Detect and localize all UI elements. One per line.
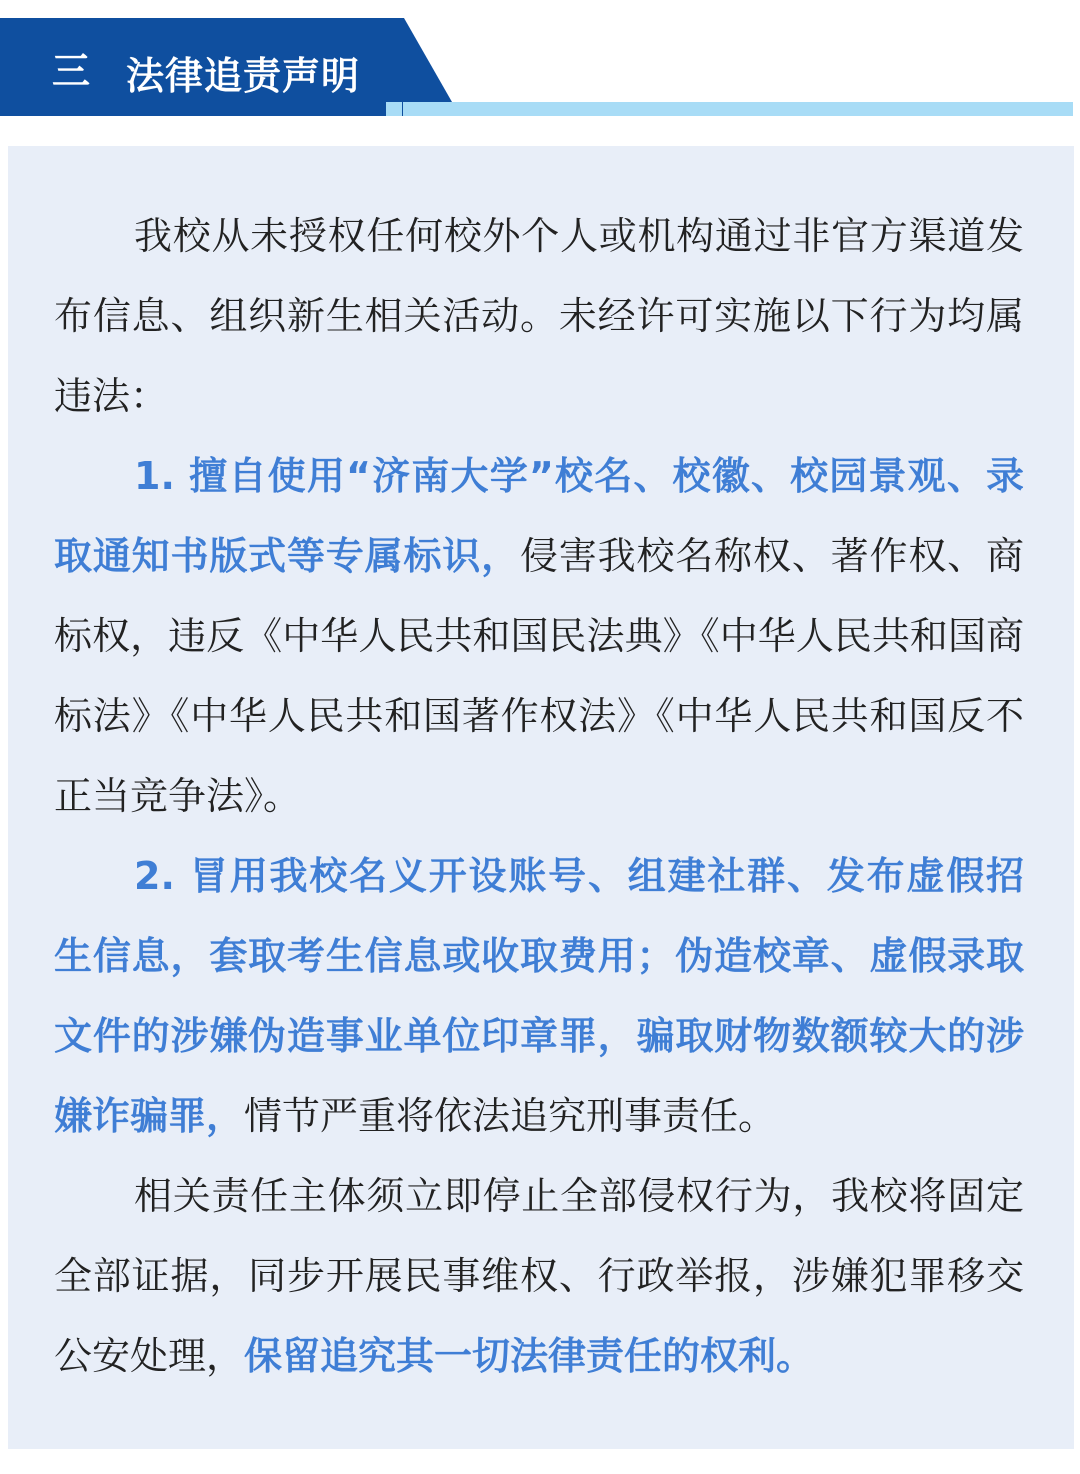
violation-item-1 <box>54 436 1024 836</box>
section-number: 三 <box>52 49 92 93</box>
statement-text <box>54 196 1024 1396</box>
intro-paragraph <box>54 196 1024 436</box>
header-accent-line <box>403 102 1073 116</box>
violation-item-2-text: 情节严重将依法追究刑事责任。 <box>244 1094 777 1138</box>
violation-item-1-highlight: 1. 擅自使用“济南大学”校名、校徽、校园景观、录取通知书版式等专属标识， <box>54 454 1024 578</box>
intro-text: 我校从未授权任何校外个人或机构通过非官方渠道发布信息、组织新生相关活动。未经许可实施以下行为均属违法： <box>54 214 1024 418</box>
closing-highlight: 保留追究其一切法律责任的权利。 <box>244 1334 815 1378</box>
header-accent-square <box>386 102 402 116</box>
violation-item-1-text: 侵害我校名称权、著作权、商标权，违反《中华人民共和国民法典》《中华人民共和国商标法》《中华人民共和国著作权法》《中华人民共和国反不正当竞争法》。 <box>54 534 1024 818</box>
violation-item-2 <box>54 836 1024 1156</box>
section-title: 法律追责声明 <box>126 54 361 98</box>
violation-item-2-highlight: 2. 冒用我校名义开设账号、组建社群、发布虚假招生信息，套取考生信息或收取费用；伪造校章、虚假录取文件的涉嫌伪造事业单位印章罪，骗取财物数额较大的涉嫌诈骗罪， <box>54 854 1024 1138</box>
closing-text: 相关责任主体须立即停止全部侵权行为，我校将固定全部证据，同步开展民事维权、行政举报，涉嫌犯罪移交公安处理， <box>54 1174 1024 1378</box>
closing-paragraph <box>54 1156 1024 1396</box>
